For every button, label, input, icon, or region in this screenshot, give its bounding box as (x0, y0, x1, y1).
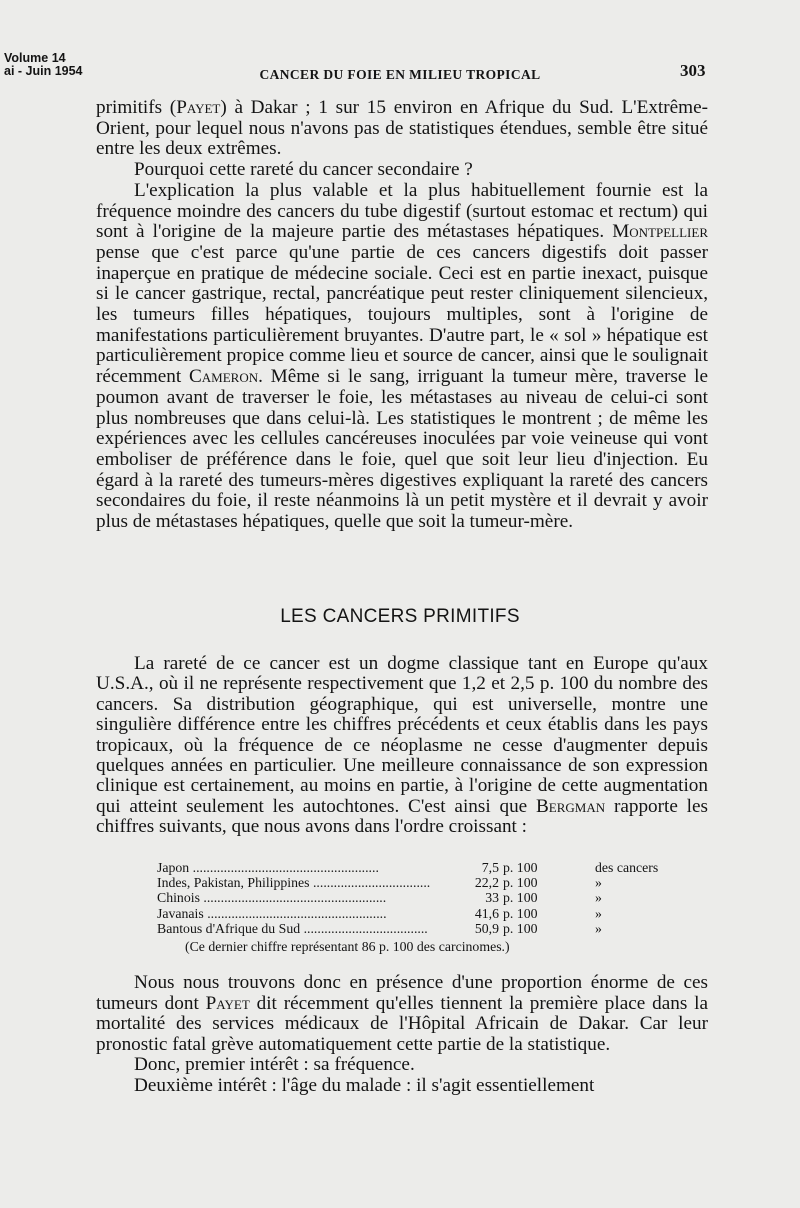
percentage-unit: p. 100 (503, 905, 538, 921)
paragraph (96, 973, 708, 1055)
row-suffix: » (595, 875, 602, 891)
percentage-value: 33 (485, 890, 499, 906)
text-run: Nous nous trouvons donc en présence d'une proportion énorme de ces tumeurs dont (96, 972, 708, 1014)
percentage-unit: p. 100 (503, 920, 538, 936)
body-text-upper (96, 98, 708, 533)
percentage-unit: p. 100 (503, 875, 538, 891)
text-run: rapporte les chiffres suivants, que nous avons dans l'ordre croissant : (96, 795, 708, 838)
percentage-value: 50,9 (474, 920, 499, 936)
text-run: L'explication la plus valable et la plus habituellement fournie est la fréquence moindre des cancers du tube digestif (surtout estomac et rectum) qui sont à l'origine de la majeure partie des métastases hépatiques. (96, 179, 708, 243)
section-heading: LES CANCERS PRIMITIFS (280, 606, 520, 627)
body-text-middle (96, 654, 708, 838)
paragraph (96, 181, 708, 533)
row-suffix: » (595, 905, 602, 921)
percentage-value: 22,2 (474, 875, 499, 891)
text-run: ) à Dakar ; 1 sur 15 environ en Afrique du Sud. L'Extrême-Orient, pour lequel nous n'avons pas de statistiques étendues, semble être situé entre les deux extrêmes. (96, 97, 709, 160)
author-name: Payet (176, 97, 221, 118)
row-suffix: des cancers (595, 860, 659, 875)
paragraph: Donc, premier intérêt : sa fréquence. (134, 1054, 415, 1076)
body-text-lower (96, 973, 708, 1097)
running-header-title: CANCER DU FOIE EN MILIEU TROPICAL (259, 67, 541, 82)
paragraph (96, 654, 708, 838)
paragraph (96, 98, 708, 160)
country-label: Bantous d'Afrique du Sud .................................... (157, 920, 428, 936)
text-run: La rareté de ce cancer est un dogme classique tant en Europe qu'aux U.S.A., où il ne représente respectivement que 1,2 et 2,5 p. 100 du nombre des cancers. Sa distribution géographique, qui est universelle, montre une singulière différence entre les chiffres précédents et ceux établis dans les pays tropicaux, où la fréquence de ce néoplasme ne cesse d'augmenter depuis quelques années en particulier. Une meilleure connaissance de son expression clinique est certainement, au moins en partie, à l'origine de cette augmentation qui atteint seulement les autochtones. C'est ainsi que (96, 653, 708, 817)
percentage-value: 41,6 (474, 905, 499, 921)
author-name: Bergman (536, 795, 606, 817)
volume-label: Volume 14 (4, 51, 66, 65)
country-label: Japon ...................................................... (157, 860, 379, 875)
row-suffix: » (595, 920, 602, 936)
issue-date: ai - Juin 1954 (4, 64, 83, 78)
text-run: . Même si le sang, irriguant la tumeur mère, traverse le poumon avant de traverser le foie, les métastases au niveau de celui-ci sont plus nombreuses que dans celui-là. Les statistiques le montrent ; de même les expériences avec les cellules cancéreuses inoculées par voie veineuse qui vont emboliser de préférence dans le foie, quel que soit leur lieu d'injection. Eu égard à la rareté des tumeurs-mères digestives expliquant la rareté des cancers secondaires du foie, il reste néanmoins là un petit mystère et il devrait y avoir plus de métastases hépatiques, quelle que soit la tumeur-mère. (96, 366, 709, 533)
row-suffix: » (595, 890, 602, 906)
country-label: Chinois ..................................................... (157, 890, 387, 906)
paragraph: Deuxième intérêt : l'âge du malade : il s'agit essentiellement (134, 1074, 595, 1096)
text-run: pense que c'est parce qu'une partie de ces cancers digestifs doit passer inaperçue en pratique de médecine sociale. Ceci est en partie inexact, puisque si le cancer gastrique, rectal, pancréatique peut rester cliniquement silencieux, les tumeurs filles hépatiques, toujours multiples, sont à l'origine de manifestations particulièrement bruyantes. D'autre part, le « sol » hépatique est particulièrement propice comme lieu et source de cancer, ainsi que le soulignait récemment (96, 241, 708, 388)
percentage-unit: p. 100 (503, 860, 538, 875)
percentage-unit: p. 100 (503, 890, 538, 906)
country-label: Javanais .................................................... (157, 905, 387, 921)
text-run: dit récemment qu'elles tiennent la première place dans la mortalité des services médicaux de l'Hôpital Africain de Dakar. Car leur pronostic fatal grève automatiquement cette partie de la statistique. (96, 992, 708, 1055)
paragraph: Pourquoi cette rareté du cancer secondaire ? (134, 159, 473, 181)
percentage-value: 7,5 (481, 860, 499, 875)
author-name: Cameron (188, 366, 259, 388)
country-label: Indes, Pakistan, Philippines .................................. (157, 875, 431, 891)
page-number: 303 (680, 61, 706, 80)
statistics-footnote: (Ce dernier chiffre représentant 86 p. 100 des carcinomes.) (185, 939, 510, 954)
text-run: primitifs ( (96, 97, 177, 118)
author-name: Montpellier (612, 221, 708, 243)
author-name: Payet (205, 992, 250, 1014)
